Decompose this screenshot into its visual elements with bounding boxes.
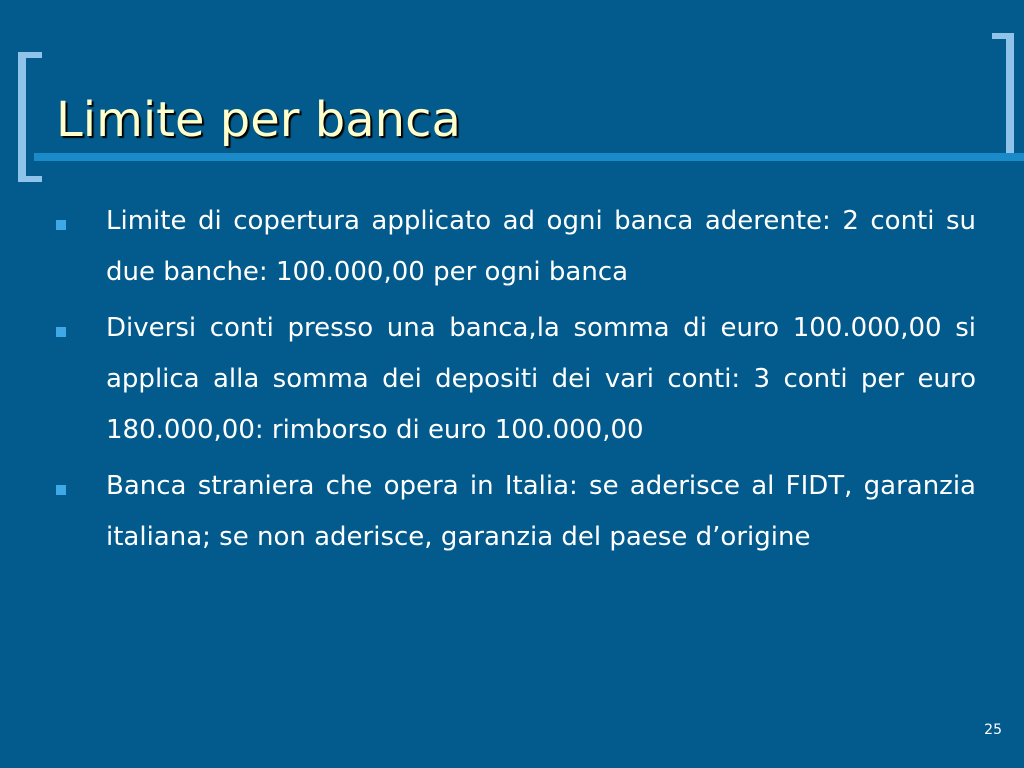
title-underline-rule (34, 153, 1024, 161)
square-bullet-icon (56, 485, 66, 495)
bullet-text: Banca straniera che opera in Italia: se aderisce al FIDT, garanzia italiana; se non aderisce, garanzia del paese d’origine (106, 471, 976, 552)
bullet-text: Limite di copertura applicato ad ogni banca aderente: 2 conti su due banche: 100.000,00 per ogni banca (106, 206, 976, 287)
bullet-text: Diversi conti presso una banca,la somma di euro 100.000,00 si applica alla somma dei depositi dei vari conti: 3 conti per euro 180.000,00: rimborso di euro 100.000,00 (106, 313, 976, 445)
right-bracket-decoration (992, 33, 1014, 161)
bullet-item (56, 303, 976, 456)
slide-number: 25 (984, 722, 1002, 738)
bullet-item (56, 196, 976, 298)
square-bullet-icon (56, 327, 66, 337)
bullet-list (56, 196, 976, 568)
left-bracket-decoration (18, 52, 42, 182)
square-bullet-icon (56, 220, 66, 230)
bullet-item (56, 461, 976, 563)
slide-title: Limite per banca (56, 92, 461, 148)
